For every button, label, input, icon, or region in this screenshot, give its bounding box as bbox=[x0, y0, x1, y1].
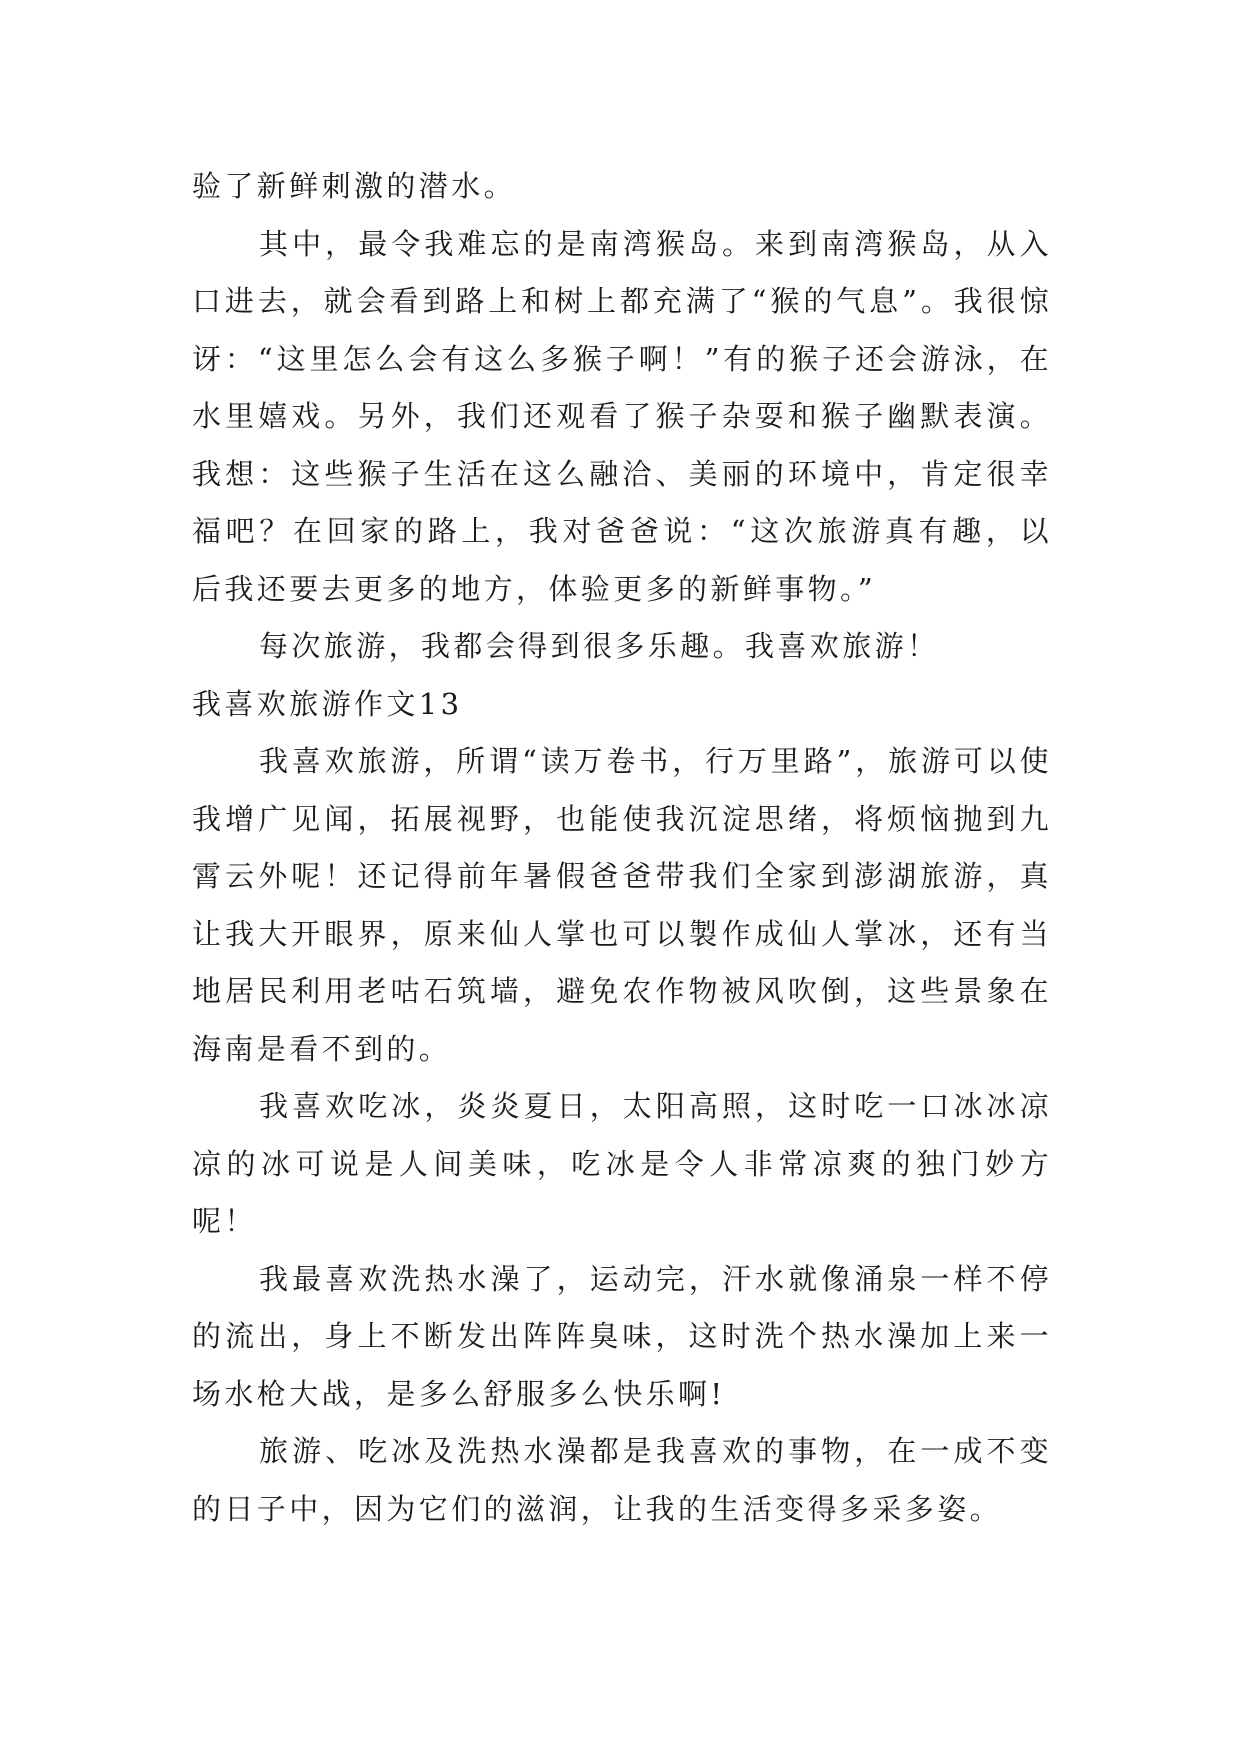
document-body bbox=[192, 158, 1052, 1538]
paragraph-conclusion: 旅游、吃冰及洗热水澡都是我喜欢的事物，在一成不变的日子中，因为它们的滋润，让我的生活变得多采多姿。 bbox=[192, 1434, 1052, 1526]
paragraph-travel-fun: 每次旅游，我都会得到很多乐趣。我喜欢旅游！ bbox=[259, 629, 940, 663]
paragraph-hot-bath: 我最喜欢洗热水澡了，运动完，汗水就像涌泉一样不停的流出，身上不断发出阵阵臭味，这时洗个热水澡加上来一场水枪大战，是多么舒服多么快乐啊! bbox=[192, 1261, 1052, 1411]
paragraph-travel: 我喜欢旅游，所谓“读万卷书，行万里路”，旅游可以使我增广见闻，拓展视野，也能使我沉淀思绪，将烦恼抛到九霄云外呢！还记得前年暑假爸爸带我们全家到澎湖旅游，真让我大开眼界，原来仙人掌也可以製作成仙人掌冰，还有当地居民利用老咕石筑墙，避免农作物被风吹倒，这些景象在海南是看不到的。 bbox=[192, 744, 1052, 1066]
paragraph-continuation: 验了新鲜刺激的潜水。 bbox=[192, 169, 517, 203]
section-title: 我喜欢旅游作文13 bbox=[192, 686, 463, 721]
paragraph-monkey-island: 其中，最令我难忘的是南湾猴岛。来到南湾猴岛，从入口进去，就会看到路上和树上都充满了“猴的气息”。我很惊讶：“这里怎么会有这么多猴子啊！”有的猴子还会游泳，在水里嬉戏。另外，我们还观看了猴子杂耍和猴子幽默表演。我想：这些猴子生活在这么融洽、美丽的环境中，肯定很幸福吧？在回家的路上，我对爸爸说：“这次旅游真有趣，以后我还要去更多的地方，体验更多的新鲜事物。” bbox=[192, 226, 1052, 606]
paragraph-ice: 我喜欢吃冰，炎炎夏日，太阳高照，这时吃一口冰冰凉凉的冰可说是人间美味，吃冰是令人非常凉爽的独门妙方呢！ bbox=[192, 1089, 1052, 1238]
